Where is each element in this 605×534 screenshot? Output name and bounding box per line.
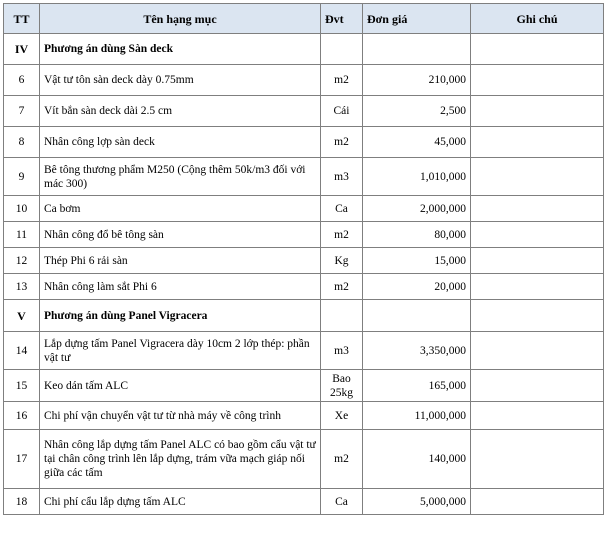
table-row (4, 222, 604, 248)
table-row (4, 65, 604, 96)
cell-price: 80,000 (363, 222, 471, 248)
cell-tt: 6 (4, 65, 40, 96)
cell-tt: 14 (4, 332, 40, 370)
header-tt: TT (4, 4, 40, 34)
table-row (4, 96, 604, 127)
cell-tt: 12 (4, 248, 40, 274)
cell-note (471, 248, 604, 274)
cell-unit: m2 (321, 65, 363, 96)
cell-unit: m2 (321, 222, 363, 248)
cell-price: 210,000 (363, 65, 471, 96)
cell-price (363, 34, 471, 65)
cell-name: Nhân công làm sắt Phi 6 (40, 274, 321, 300)
cell-price: 45,000 (363, 127, 471, 158)
header-price: Đơn giá (363, 4, 471, 34)
table-row (4, 127, 604, 158)
cell-tt: IV (4, 34, 40, 65)
header-name: Tên hạng mục (40, 4, 321, 34)
cell-name: Chi phí vận chuyển vật tư từ nhà máy về công trình (40, 402, 321, 430)
cell-tt: 8 (4, 127, 40, 158)
cell-price (363, 300, 471, 332)
section-row (4, 34, 604, 65)
cell-unit: Bao 25kg (321, 370, 363, 402)
cell-tt: 17 (4, 430, 40, 489)
table-row (4, 370, 604, 402)
cell-note (471, 332, 604, 370)
cell-price: 1,010,000 (363, 158, 471, 196)
cell-price: 15,000 (363, 248, 471, 274)
cell-price: 20,000 (363, 274, 471, 300)
cell-unit (321, 34, 363, 65)
cell-note (471, 274, 604, 300)
cell-name: Bê tông thương phẩm M250 (Cộng thêm 50k/m3 đối với mác 300) (40, 158, 321, 196)
cell-name: Phương án dùng Sàn deck (40, 34, 321, 65)
cell-price: 2,500 (363, 96, 471, 127)
cell-unit (321, 300, 363, 332)
table-row (4, 332, 604, 370)
cell-note (471, 158, 604, 196)
table-row (4, 274, 604, 300)
cell-name: Vật tư tôn sàn deck dày 0.75mm (40, 65, 321, 96)
cell-name: Phương án dùng Panel Vigracera (40, 300, 321, 332)
cell-note (471, 34, 604, 65)
cell-unit: Xe (321, 402, 363, 430)
cell-name: Vít bắn sàn deck dài 2.5 cm (40, 96, 321, 127)
cell-name: Chi phí cẩu lắp dựng tấm ALC (40, 489, 321, 515)
cell-tt: 13 (4, 274, 40, 300)
cell-note (471, 402, 604, 430)
cell-tt: 15 (4, 370, 40, 402)
cell-tt: 9 (4, 158, 40, 196)
cell-price: 11,000,000 (363, 402, 471, 430)
cell-tt: V (4, 300, 40, 332)
cell-note (471, 370, 604, 402)
table-row (4, 402, 604, 430)
table-row (4, 158, 604, 196)
cell-unit: Kg (321, 248, 363, 274)
cell-name: Lắp dựng tấm Panel Vigracera dày 10cm 2 lớp thép: phần vật tư (40, 332, 321, 370)
table-row (4, 196, 604, 222)
cell-tt: 7 (4, 96, 40, 127)
cell-note (471, 489, 604, 515)
table-row (4, 489, 604, 515)
cell-note (471, 300, 604, 332)
cell-tt: 11 (4, 222, 40, 248)
cell-name: Nhân công đổ bê tông sàn (40, 222, 321, 248)
cell-unit: m3 (321, 158, 363, 196)
cell-note (471, 127, 604, 158)
cell-unit: m2 (321, 430, 363, 489)
cell-note (471, 96, 604, 127)
table-row (4, 248, 604, 274)
cell-note (471, 430, 604, 489)
cell-price: 140,000 (363, 430, 471, 489)
table-body (4, 34, 604, 515)
header-note: Ghi chú (471, 4, 604, 34)
cell-unit: m2 (321, 274, 363, 300)
cell-unit: m3 (321, 332, 363, 370)
cell-tt: 18 (4, 489, 40, 515)
cell-tt: 10 (4, 196, 40, 222)
cell-unit: Ca (321, 196, 363, 222)
cell-price: 5,000,000 (363, 489, 471, 515)
cell-unit: Ca (321, 489, 363, 515)
table-row (4, 430, 604, 489)
cell-name: Thép Phi 6 rải sàn (40, 248, 321, 274)
cell-name: Keo dán tấm ALC (40, 370, 321, 402)
cell-tt: 16 (4, 402, 40, 430)
cell-note (471, 196, 604, 222)
section-row (4, 300, 604, 332)
price-table (3, 3, 604, 515)
header-row (4, 4, 604, 34)
cell-unit: m2 (321, 127, 363, 158)
cell-unit: Cái (321, 96, 363, 127)
cell-name: Ca bơm (40, 196, 321, 222)
cell-price: 165,000 (363, 370, 471, 402)
cell-note (471, 65, 604, 96)
cell-price: 3,350,000 (363, 332, 471, 370)
cell-name: Nhân công lợp sàn deck (40, 127, 321, 158)
cell-price: 2,000,000 (363, 196, 471, 222)
header-unit: Đvt (321, 4, 363, 34)
cell-note (471, 222, 604, 248)
cell-name: Nhân công lắp dựng tấm Panel ALC có bao gồm cẩu vật tư tại chân công trình lên lắp dựng, trám vữa mạch giáp nối giữa các tấm (40, 430, 321, 489)
